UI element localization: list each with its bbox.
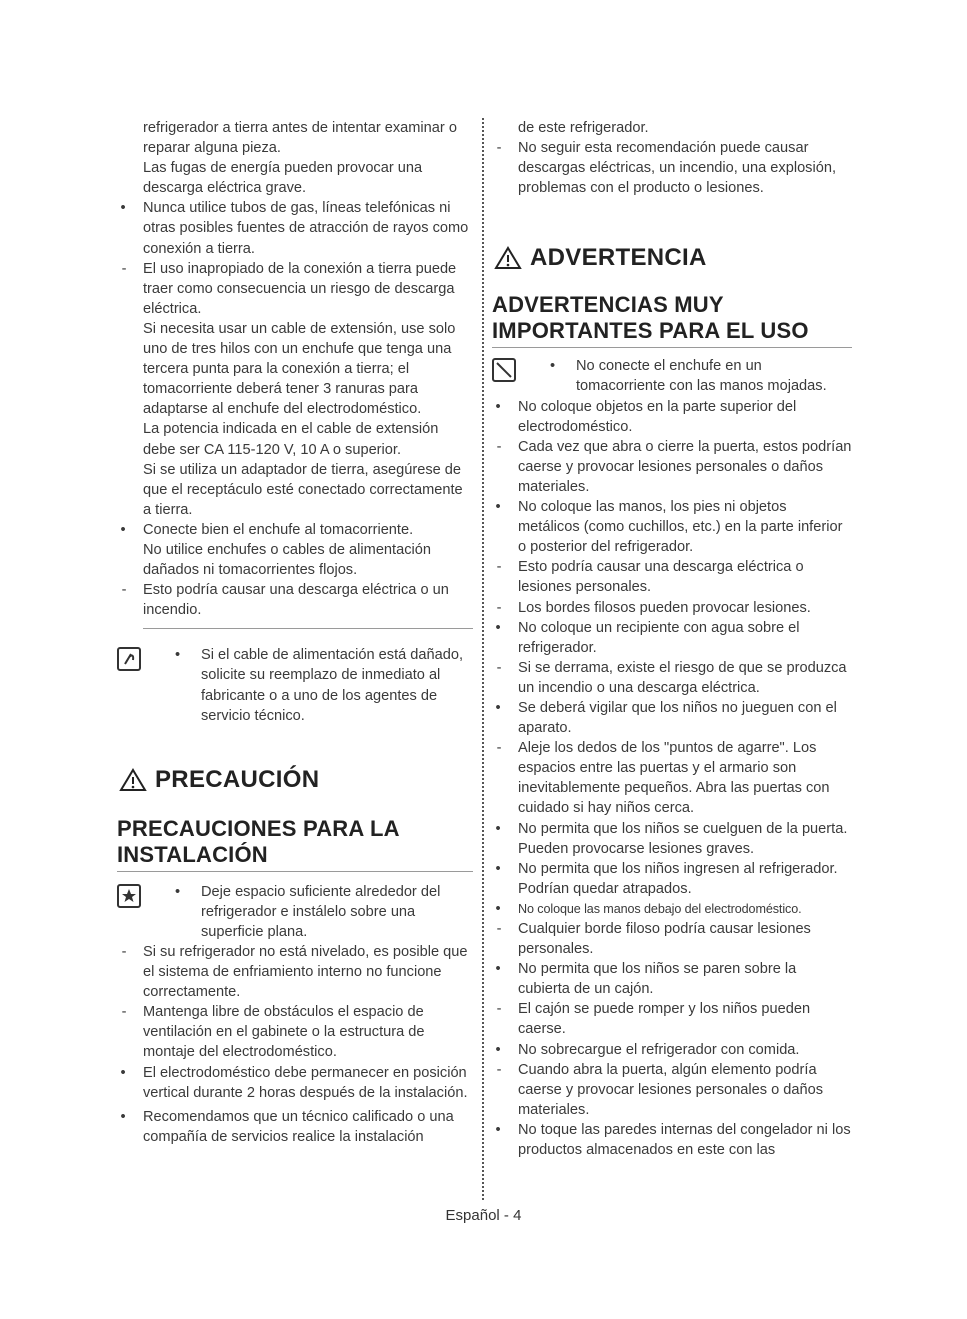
- dash-marker: -: [121, 944, 127, 960]
- list-item: [117, 942, 473, 1002]
- note-text: No conecte el enchufe en un tomacorriente con las manos mojadas.: [576, 358, 827, 395]
- list-item: [117, 580, 473, 620]
- paragraph: No permita que los niños se cuelguen de la puerta. Pueden provocarse lesiones graves.: [518, 820, 848, 857]
- prohibited-icon: [492, 358, 516, 382]
- bullet-marker: •: [495, 619, 501, 636]
- paragraph: No coloque objetos en la parte superior del electrodoméstico.: [518, 398, 797, 435]
- paragraph: Cada vez que abra o cierre la puerta, estos podrían caerse y provocar lesiones personales o daños materiales.: [518, 438, 852, 495]
- list-item: [492, 118, 852, 138]
- paragraph: La potencia indicada en el cable de extensión debe ser CA 115-120 V, 10 A o superior.: [143, 421, 439, 458]
- section-rule: [117, 871, 473, 872]
- dash-marker: -: [496, 438, 502, 455]
- list-item: [117, 118, 473, 198]
- precaution-heading: [117, 766, 473, 794]
- list-item: [492, 919, 852, 959]
- paragraph: Aleje los dedos de los "puntos de agarre". Los espacios entre las puertas y el armario son inevitablemente pequeños. Abra las puertas con cuidado si hay niños cerca.: [518, 740, 830, 817]
- paragraph: Nunca utilice tubos de gas, líneas telefónicas ni otras posibles fuentes de atracción de rayos como conexión a tierra.: [143, 200, 469, 257]
- paragraph: refrigerador a tierra antes de intentar examinar o reparar alguna pieza.: [143, 120, 457, 157]
- right-column: [492, 118, 852, 1160]
- paragraph: de este refrigerador.: [518, 120, 649, 136]
- paragraph: Conecte bien el enchufe al tomacorriente.: [143, 521, 414, 538]
- list-item: [492, 618, 852, 658]
- bullet-marker: •: [120, 1108, 126, 1125]
- bullet-marker: •: [495, 1121, 501, 1138]
- paragraph: Esto podría causar una descarga eléctrica o lesiones personales.: [518, 559, 804, 596]
- paragraph: No coloque un recipiente con agua sobre el refrigerador.: [518, 619, 800, 656]
- plug-icon: [117, 647, 141, 671]
- dash-marker: -: [121, 582, 127, 599]
- list-item: [492, 698, 852, 738]
- section-rule: [492, 347, 852, 348]
- paragraph: Si se utiliza un adaptador de tierra, asegúrese de que el receptáculo esté conectado correctamente a tierra.: [143, 461, 463, 518]
- paragraph: Los bordes filosos pueden provocar lesiones.: [518, 599, 811, 616]
- paragraph: Cuando abra la puerta, algún elemento podría caerse y provocar lesiones personales o daños materiales.: [518, 1061, 824, 1118]
- paragraph: No utilice enchufes o cables de alimentación dañados ni tomacorrientes flojos.: [143, 541, 431, 579]
- paragraph: Cualquier borde filoso podría causar lesiones personales.: [518, 921, 811, 958]
- list-item: [492, 738, 852, 818]
- important-heading: ADVERTENCIAS MUY IMPORTANTES PARA EL USO: [492, 292, 809, 344]
- list-item: [492, 1060, 852, 1120]
- precaution-title: PRECAUCIÓN: [155, 765, 320, 793]
- bullet-marker: •: [120, 1064, 126, 1081]
- dash-marker: -: [121, 260, 127, 277]
- paragraph: El cajón se puede romper y los niños pueden caerse.: [518, 1001, 811, 1038]
- list-item: [117, 1002, 473, 1062]
- page-footer: Español - 4: [445, 1207, 522, 1224]
- bullet-marker: •: [495, 699, 501, 716]
- dash-marker: -: [496, 599, 502, 616]
- list-item: [117, 259, 473, 520]
- list-item: [492, 899, 852, 919]
- list-item: [117, 520, 473, 580]
- paragraph: No permita que los niños se paren sobre la cubierta de un cajón.: [518, 961, 797, 998]
- paragraph: Se deberá vigilar que los niños no jueguen con el aparato.: [518, 699, 837, 737]
- list-item: [492, 819, 852, 859]
- note-block: [117, 645, 473, 725]
- list-item: [492, 397, 852, 437]
- paragraph: No coloque las manos debajo del electrodoméstico.: [518, 901, 802, 916]
- warning-heading: [492, 244, 852, 272]
- list-item: [117, 1107, 473, 1147]
- bullet-marker: •: [120, 200, 126, 217]
- paragraph: No coloque las manos, los pies ni objetos metálicos (como cuchillos, etc.) en la parte inferior o posterior del refrigerador.: [518, 499, 843, 556]
- paragraph: Las fugas de energía pueden provocar una descarga eléctrica grave.: [143, 160, 423, 197]
- dash-marker: -: [496, 559, 502, 576]
- paragraph: No seguir esta recomendación puede causar descargas eléctricas, un incendio, una explosión, problemas con el producto o lesiones.: [518, 140, 837, 197]
- list-item: [492, 557, 852, 597]
- star-icon: [117, 884, 141, 908]
- bullet-marker: •: [175, 883, 181, 900]
- dash-marker: -: [496, 140, 502, 157]
- note-block: [117, 882, 473, 942]
- paragraph: Si se derrama, existe el riesgo de que se produzca un incendio o una descarga eléctrica.: [518, 659, 847, 696]
- install-heading: PRECAUCIONES PARA LA INSTALACIÓN: [117, 815, 399, 867]
- list-item: [117, 1063, 473, 1103]
- bullet-marker: •: [495, 860, 501, 877]
- list-item: [492, 598, 852, 618]
- list-item: [492, 138, 852, 198]
- dash-marker: -: [496, 1001, 502, 1018]
- list-item: [492, 497, 852, 557]
- bullet-marker: •: [120, 521, 126, 538]
- paragraph: Esto podría causar una descarga eléctrica o un incendio.: [143, 582, 449, 619]
- dash-marker: -: [496, 740, 502, 757]
- paragraph: Recomendamos que un técnico calificado o una compañía de servicios realice la instalación: [143, 1108, 454, 1145]
- bullet-marker: •: [495, 499, 501, 516]
- paragraph: Si necesita usar un cable de extensión, use solo uno de tres hilos con un enchufe que tenga una tercera punta para la conexión a tierra; el tomacorriente deberá tener 3 ranuras para adaptarse al enchufe del electrodoméstico.: [143, 320, 456, 418]
- paragraph: No permita que los niños ingresen al refrigerador. Podrían quedar atrapados.: [518, 860, 838, 897]
- bullet-marker: •: [495, 820, 501, 837]
- bullet-marker: •: [550, 358, 556, 375]
- list-item: [492, 1040, 852, 1060]
- paragraph: Si su refrigerador no está nivelado, es posible que el sistema de enfriamiento interno no funcione correctamente.: [143, 944, 468, 1001]
- warning-icon: [494, 246, 522, 270]
- dash-marker: -: [121, 1004, 127, 1021]
- bullet-marker: •: [495, 398, 501, 415]
- list-item: [492, 437, 852, 497]
- list-item: [492, 658, 852, 698]
- section-rule: [143, 628, 473, 629]
- paragraph: El uso inapropiado de la conexión a tierra puede traer como consecuencia un riesgo de descarga eléctrica.: [143, 260, 457, 317]
- paragraph: No sobrecargue el refrigerador con comida.: [518, 1041, 800, 1058]
- warning-list: [492, 397, 852, 1161]
- list-item: [492, 959, 852, 999]
- dash-marker: -: [496, 1061, 502, 1078]
- dash-marker: -: [496, 659, 502, 676]
- paragraph: Mantenga libre de obstáculos el espacio de ventilación en el gabinete o la estructura de montaje del electrodoméstico.: [143, 1004, 425, 1061]
- warning-title: ADVERTENCIA: [530, 244, 707, 272]
- bullet-marker: •: [495, 900, 501, 917]
- left-column: [117, 118, 473, 1147]
- column-divider: [482, 118, 484, 1200]
- list-item: [492, 1120, 852, 1160]
- paragraph: El electrodoméstico debe permanecer en posición vertical durante 2 horas después de la instalación.: [143, 1064, 468, 1101]
- bullet-marker: •: [495, 1041, 501, 1058]
- note-text: Si el cable de alimentación está dañado, solicite su reemplazo de inmediato al fabricante o a uno de los agentes de servicio técnico.: [201, 647, 464, 724]
- list-item: [492, 999, 852, 1039]
- note-block: [492, 356, 852, 396]
- note-text: Deje espacio suficiente alrededor del refrigerador e instálelo sobre una superficie plana.: [201, 883, 441, 940]
- warning-icon: [119, 768, 147, 792]
- dash-marker: -: [496, 921, 502, 937]
- list-item: [492, 859, 852, 899]
- paragraph: No toque las paredes internas del congelador ni los productos almacenados en este con las: [518, 1121, 851, 1159]
- list-item: [117, 198, 473, 258]
- bullet-marker: •: [495, 961, 501, 978]
- bullet-marker: •: [175, 647, 181, 664]
